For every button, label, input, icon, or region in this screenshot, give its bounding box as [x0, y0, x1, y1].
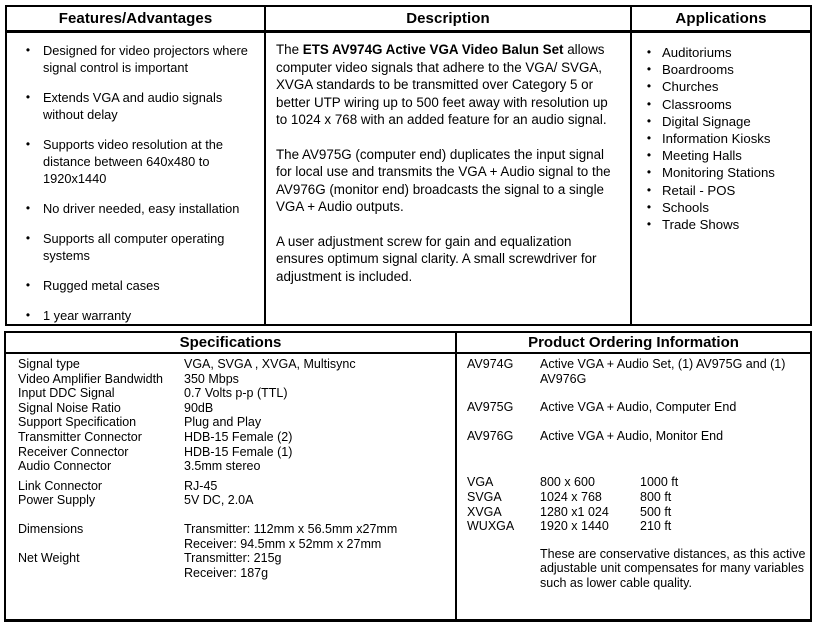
spec-row-net-weight: [18, 551, 451, 580]
feature-item: [13, 307, 260, 324]
resolution-row: [467, 490, 806, 505]
feature-text: 1 year warranty: [43, 308, 132, 323]
feature-item: [13, 200, 260, 217]
spec-label: Input DDC Signal: [18, 386, 115, 401]
resolution-row: [467, 519, 806, 534]
resolution-standard: XVGA: [467, 504, 502, 519]
ordering-body: [457, 354, 810, 591]
bullet-icon: •: [646, 113, 652, 128]
product-code: AV975G: [467, 400, 514, 415]
application-text: Meeting Halls: [662, 148, 742, 164]
feature-item: [13, 42, 260, 76]
spec-value: 90dB: [184, 400, 214, 415]
specifications-column: [6, 333, 457, 619]
application-item: [636, 61, 808, 78]
spec-label: Power Supply: [18, 493, 96, 508]
feature-item: [13, 277, 260, 294]
bullet-icon: •: [646, 165, 652, 180]
resolution-row: [467, 505, 806, 520]
application-text: Retail - POS: [662, 182, 736, 198]
application-item: [636, 44, 808, 61]
feature-text: Rugged metal cases: [43, 278, 160, 293]
resolution-size: 1920 x 1440: [540, 519, 609, 534]
resolution-standard: SVGA: [467, 489, 502, 504]
description-header: Description: [266, 7, 630, 33]
product-code: AV974G: [467, 357, 514, 371]
application-item: [636, 113, 808, 130]
resolution-size: 1024 x 768: [540, 489, 602, 504]
spec-label: Transmitter Connector: [18, 429, 142, 444]
application-text: Schools: [662, 199, 709, 215]
spec-value: [184, 551, 451, 580]
bullet-icon: •: [25, 231, 31, 245]
spec-label: Support Specification: [18, 415, 137, 430]
feature-text: Supports all computer operating systems: [43, 231, 225, 263]
application-text: Monitoring Stations: [662, 165, 775, 181]
bullet-icon: •: [25, 201, 31, 215]
spec-row: [18, 372, 451, 387]
resolution-distance: 1000 ft: [640, 475, 679, 490]
spec-row: [18, 415, 451, 430]
description-paragraph-2: The AV975G (computer end) duplicates the input signal for local use and transmits the VGA + Audio signal to the AV976G (monitor end) broadcasts the signal to a single VGA + Audio outputs.: [276, 146, 611, 214]
ordering-column: [457, 333, 810, 619]
spec-label: Net Weight: [18, 551, 80, 566]
feature-text: Designed for video projectors where signal control is important: [43, 43, 248, 75]
application-text: Classrooms: [662, 96, 732, 112]
bullet-icon: •: [25, 278, 31, 292]
spec-value: Plug and Play: [184, 415, 262, 430]
resolution-standard: WUXGA: [467, 519, 515, 534]
spec-label: Video Amplifier Bandwidth: [18, 371, 163, 386]
description-text: The: [276, 42, 303, 57]
resolution-row: [467, 475, 806, 490]
spec-row: [18, 493, 451, 508]
bullet-icon: •: [25, 137, 31, 151]
application-text: Boardrooms: [662, 62, 734, 78]
applications-column: [632, 7, 810, 324]
application-text: Auditoriums: [662, 45, 732, 60]
features-list: [7, 33, 264, 324]
description-text: allows computer video signals that adhere to the VGA/ SVGA, XVGA standards to be transmitted over Category 5 or better UTP wiring up to 500 feet away with resolution up to 1024 x 768 with an added feature for an audio signal.: [276, 42, 608, 127]
feature-text: Extends VGA and audio signals without delay: [43, 90, 223, 122]
resolution-distance: 800 ft: [640, 489, 672, 504]
spacer: [18, 508, 451, 522]
product-row: [467, 357, 806, 386]
description-body: [266, 33, 630, 302]
application-item: [636, 96, 808, 113]
resolution-size: 1280 x1 024: [540, 504, 609, 519]
spec-value: 0.7 Volts p-p (TTL): [184, 386, 288, 401]
bullet-icon: •: [646, 96, 652, 111]
spec-value-line: Receiver: 187g: [184, 565, 269, 580]
spec-value: 5V DC, 2.0A: [184, 493, 254, 508]
application-item: [636, 199, 808, 216]
bullet-icon: •: [646, 182, 652, 197]
resolution-standard: VGA: [467, 475, 494, 490]
product-code: AV976G: [467, 428, 514, 443]
feature-item: [13, 136, 260, 187]
spec-value: HDB-15 Female (1): [184, 444, 293, 459]
feature-item: [13, 89, 260, 123]
spec-value: 350 Mbps: [184, 371, 239, 386]
feature-text: Supports video resolution at the distance between 640x480 to 1920x1440: [43, 137, 223, 186]
spec-value: RJ-45: [184, 478, 218, 493]
spec-value-line: Transmitter: 215g: [184, 551, 282, 566]
resolution-size: 800 x 600: [540, 475, 595, 490]
feature-text: No driver needed, easy installation: [43, 201, 240, 216]
ordering-header: Product Ordering Information: [457, 333, 810, 354]
product-name-bold: ETS AV974G Active VGA Video Balun Set: [302, 42, 564, 57]
spec-row: [18, 479, 451, 494]
top-section: [5, 5, 812, 326]
applications-list: [632, 33, 810, 233]
application-item: [636, 147, 808, 164]
spec-value: VGA, SVGA , XVGA, Multisync: [184, 357, 356, 371]
description-column: [266, 7, 632, 324]
bullet-icon: •: [25, 90, 31, 104]
specifications-body: [6, 354, 455, 580]
ordering-note: These are conservative distances, as this active adjustable unit compensates for many variables such as lower cable quality.: [540, 546, 806, 590]
spec-row-dimensions: [18, 522, 451, 551]
spec-label: Dimensions: [18, 521, 84, 536]
bullet-icon: •: [25, 308, 31, 322]
bullet-icon: •: [646, 131, 652, 146]
product-description: Active VGA + Audio Set, (1) AV975G and (1) AV976G: [540, 357, 786, 386]
spec-row: [18, 459, 451, 474]
product-description: Active VGA + Audio, Monitor End: [540, 428, 724, 443]
application-item: [636, 216, 808, 233]
resolution-table: [467, 475, 806, 533]
spec-value: 3.5mm stereo: [184, 459, 261, 474]
bullet-icon: •: [646, 199, 652, 214]
description-paragraph-1: [276, 41, 621, 129]
spec-row: [18, 445, 451, 460]
feature-item: [13, 230, 260, 264]
spec-value-line: Transmitter: 112mm x 56.5mm x27mm: [184, 521, 398, 536]
spec-value-line: Receiver: 94.5mm x 52mm x 27mm: [184, 536, 382, 551]
application-item: [636, 130, 808, 147]
bullet-icon: •: [25, 43, 31, 57]
spec-value: HDB-15 Female (2): [184, 429, 293, 444]
applications-header: Applications: [632, 7, 810, 33]
product-row: [467, 400, 806, 415]
application-text: Trade Shows: [662, 217, 740, 233]
resolution-distance: 500 ft: [640, 504, 672, 519]
specifications-header: Specifications: [6, 333, 455, 354]
application-item: [636, 182, 808, 199]
bottom-section: [4, 331, 812, 622]
application-item: [636, 164, 808, 181]
bullet-icon: •: [646, 79, 652, 94]
spec-row: [18, 357, 451, 372]
bullet-icon: •: [646, 148, 652, 163]
bullet-icon: •: [646, 45, 652, 59]
description-paragraph-3: A user adjustment screw for gain and equalization ensures optimum signal clarity. A small screwdriver for adjustment is included.: [276, 233, 597, 284]
spec-label: Signal type: [18, 357, 80, 371]
application-item: [636, 78, 808, 95]
resolution-distance: 210 ft: [640, 519, 672, 534]
bullet-icon: •: [646, 217, 652, 232]
features-header: Features/Advantages: [7, 7, 264, 33]
product-row: [467, 429, 806, 444]
spec-row: [18, 386, 451, 401]
spec-label: Signal Noise Ratio: [18, 400, 121, 415]
product-description: Active VGA + Audio, Computer End: [540, 400, 737, 415]
spec-row: [18, 401, 451, 416]
application-text: Digital Signage: [662, 113, 751, 129]
bullet-icon: •: [646, 62, 652, 77]
spec-value: [184, 522, 451, 551]
features-column: [7, 7, 266, 324]
spec-row: [18, 430, 451, 445]
application-text: Churches: [662, 79, 719, 95]
spec-label: Receiver Connector: [18, 444, 129, 459]
spec-label: Audio Connector: [18, 459, 112, 474]
application-text: Information Kiosks: [662, 131, 771, 147]
spec-label: Link Connector: [18, 478, 103, 493]
